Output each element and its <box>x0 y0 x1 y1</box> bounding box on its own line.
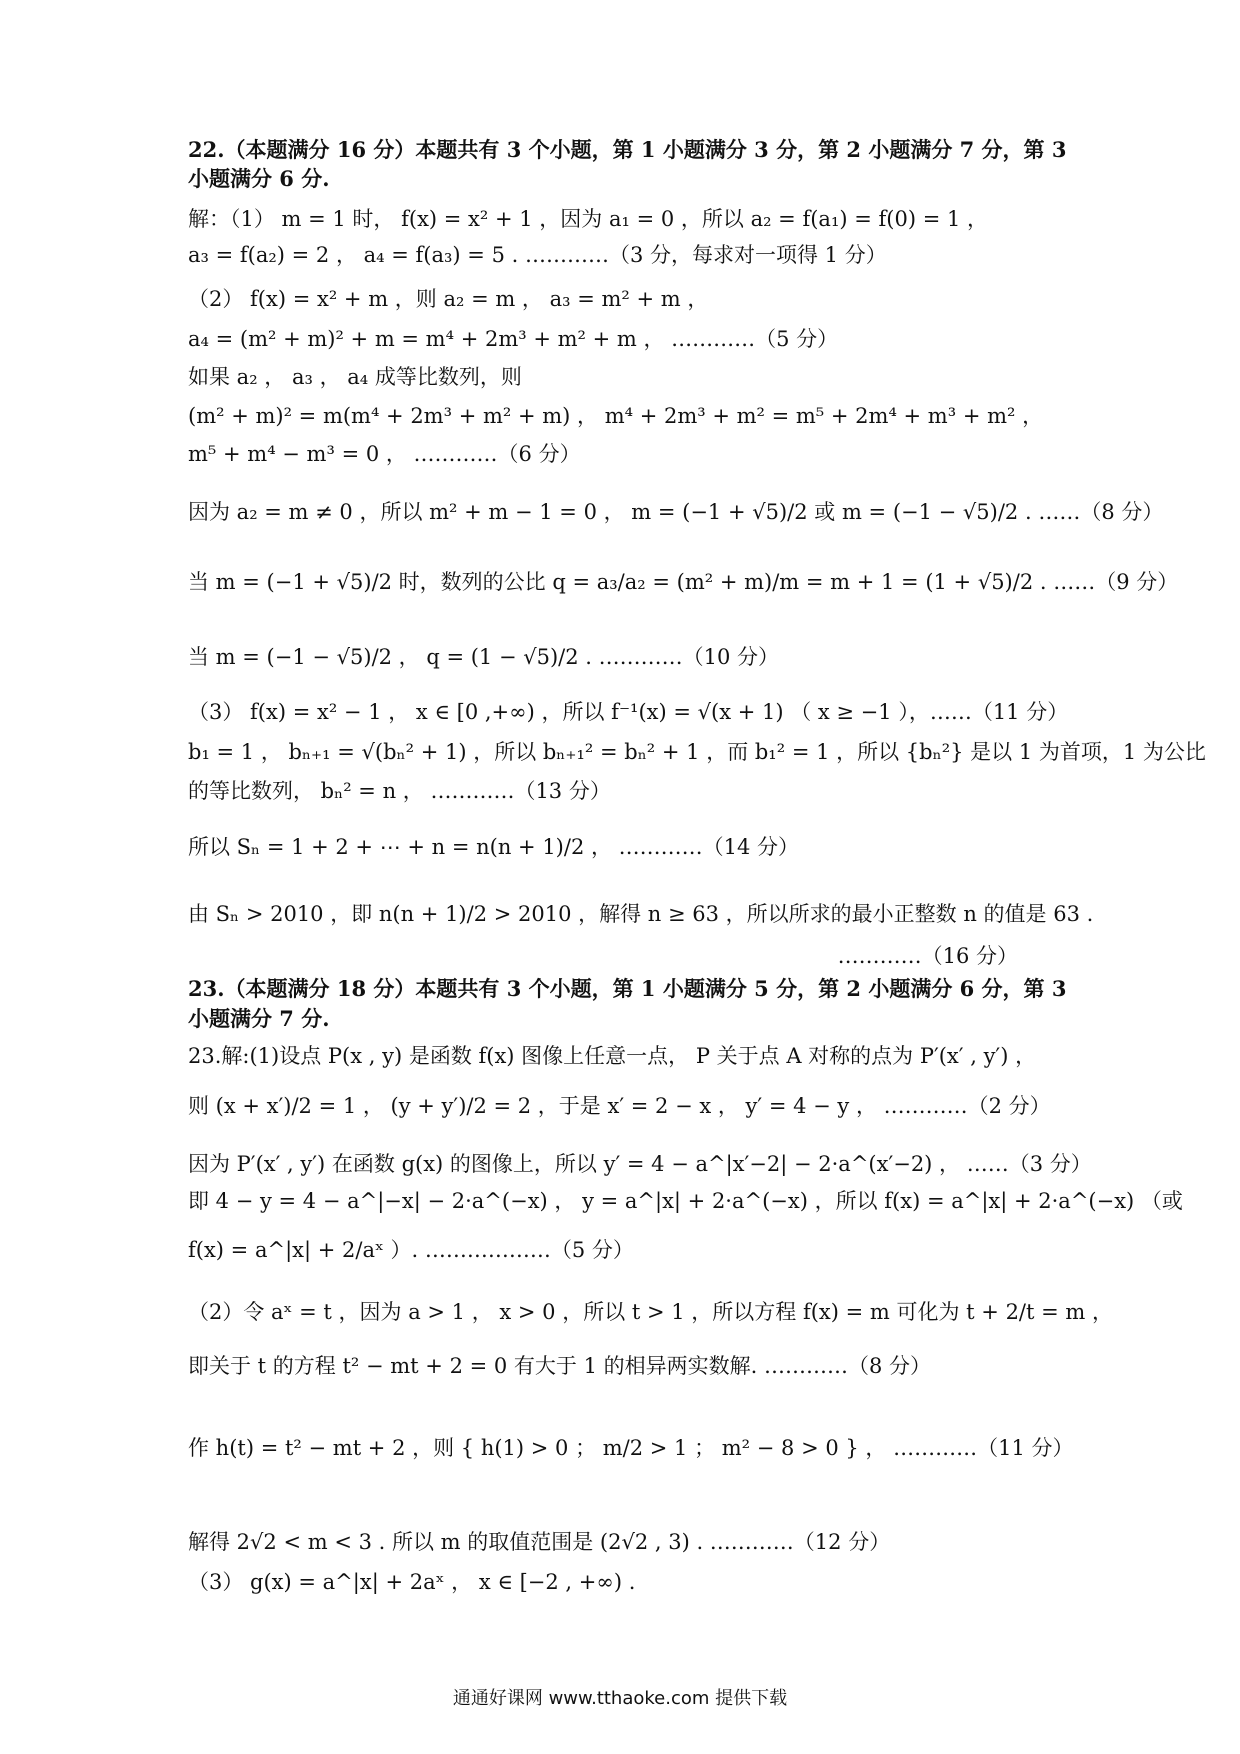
problem-22-heading-cont: 小题满分 6 分. <box>188 166 330 191</box>
text-line: （2） f(x) = x² + m ，则 a₂ = m ， a₃ = m² + m ， <box>188 287 709 311</box>
page-footer: 通通好课网 www.tthaoke.com 提供下载 <box>452 1688 788 1709</box>
problem-23-heading: 23.（本题满分 18 分）本题共有 3 个小题，第 1 小题满分 5 分，第 2 小题满分 6 分，第 3 <box>188 976 1067 1001</box>
text-line: （3） g(x) = a^|x| + 2aˣ ， x ∈ [−2 , +∞) . <box>188 1570 636 1594</box>
text-line: f(x) = a^|x| + 2/aˣ ）. ………………（5 分） <box>188 1238 634 1262</box>
text-line: 23.解:(1)设点 P(x , y) 是函数 f(x) 图像上任意一点， P 关于点 A 对称的点为 P′(x′ , y′) ， <box>188 1044 1037 1068</box>
text-line: （3） f(x) = x² − 1 ， x ∈ [0 ,+∞) ，所以 f⁻¹(x) = √(x + 1) （ x ≥ −1 ），……（11 分） <box>188 700 1069 724</box>
text-line: （2）令 aˣ = t ，因为 a > 1 ， x > 0 ，所以 t > 1 ，所以方程 f(x) = m 可化为 t + 2/t = m ， <box>188 1300 1113 1324</box>
text-line: 则 (x + x′)/2 = 1 ， (y + y′)/2 = 2 ，于是 x′ = 2 − x ， y′ = 4 − y ， …………（2 分） <box>188 1094 1051 1118</box>
problem-22-heading: 22.（本题满分 16 分）本题共有 3 个小题，第 1 小题满分 3 分，第 2 小题满分 7 分，第 3 <box>188 137 1067 162</box>
text-line: 因为 a₂ = m ≠ 0 ，所以 m² + m − 1 = 0 ， m = (−1 + √5)/2 或 m = (−1 − √5)/2 . ……（8 分） <box>188 500 1164 524</box>
text-line: m⁵ + m⁴ − m³ = 0 ， …………（6 分） <box>188 442 581 466</box>
text-line: 解得 2√2 < m < 3 . 所以 m 的取值范围是 (2√2 , 3) . …………（12 分） <box>188 1530 891 1554</box>
text-line: 的等比数列， bₙ² = n ， …………（13 分） <box>188 779 611 803</box>
text-line: 作 h(t) = t² − mt + 2 ，则 { h(1) > 0 ； m/2 > 1 ； m² − 8 > 0 } ， …………（11 分） <box>188 1436 1074 1460</box>
text-line: a₄ = (m² + m)² + m = m⁴ + 2m³ + m² + m ， …………（5 分） <box>188 327 839 351</box>
problem-23-heading-cont: 小题满分 7 分. <box>188 1006 330 1031</box>
text-line: 所以 Sₙ = 1 + 2 + ⋯ + n = n(n + 1)/2 ， …………（14 分） <box>188 835 800 859</box>
text-line: a₃ = f(a₂) = 2 ， a₄ = f(a₃) = 5 . …………（3 分，每求对一项得 1 分） <box>188 243 887 267</box>
text-line: 即关于 t 的方程 t² − mt + 2 = 0 有大于 1 的相异两实数解. …………（8 分） <box>188 1354 932 1378</box>
text-line: 如果 a₂ ， a₃ ， a₄ 成等比数列，则 <box>188 365 522 389</box>
text-line: b₁ = 1 ， bₙ₊₁ = √(bₙ² + 1) ，所以 bₙ₊₁² = bₙ² + 1 ，而 b₁² = 1 ，所以 {bₙ²} 是以 1 为首项，1 为公比 <box>188 740 1206 764</box>
text-line: 解：（1） m = 1 时， f(x) = x² + 1 ，因为 a₁ = 0 ，所以 a₂ = f(a₁) = f(0) = 1 ， <box>188 207 988 231</box>
text-line: (m² + m)² = m(m⁴ + 2m³ + m² + m) ， m⁴ + 2m³ + m² = m⁵ + 2m⁴ + m³ + m² ， <box>188 404 1044 428</box>
text-line: 当 m = (−1 + √5)/2 时，数列的公比 q = a₃/a₂ = (m² + m)/m = m + 1 = (1 + √5)/2 . ……（9 分） <box>188 570 1179 594</box>
text-line: 即 4 − y = 4 − a^|−x| − 2·a^(−x) ， y = a^|x| + 2·a^(−x) ，所以 f(x) = a^|x| + 2·a^(−x) （或 <box>188 1189 1183 1213</box>
text-line: 当 m = (−1 − √5)/2 ， q = (1 − √5)/2 . …………（10 分） <box>188 645 780 669</box>
score-note: …………（16 分） <box>837 944 1018 968</box>
text-line: 由 Sₙ > 2010 ，即 n(n + 1)/2 > 2010 ，解得 n ≥ 63 ，所以所求的最小正整数 n 的值是 63 . <box>188 902 1094 926</box>
text-line: 因为 P′(x′ , y′) 在函数 g(x) 的图像上，所以 y′ = 4 − a^|x′−2| − 2·a^(x′−2) ， ……（3 分） <box>188 1152 1092 1176</box>
